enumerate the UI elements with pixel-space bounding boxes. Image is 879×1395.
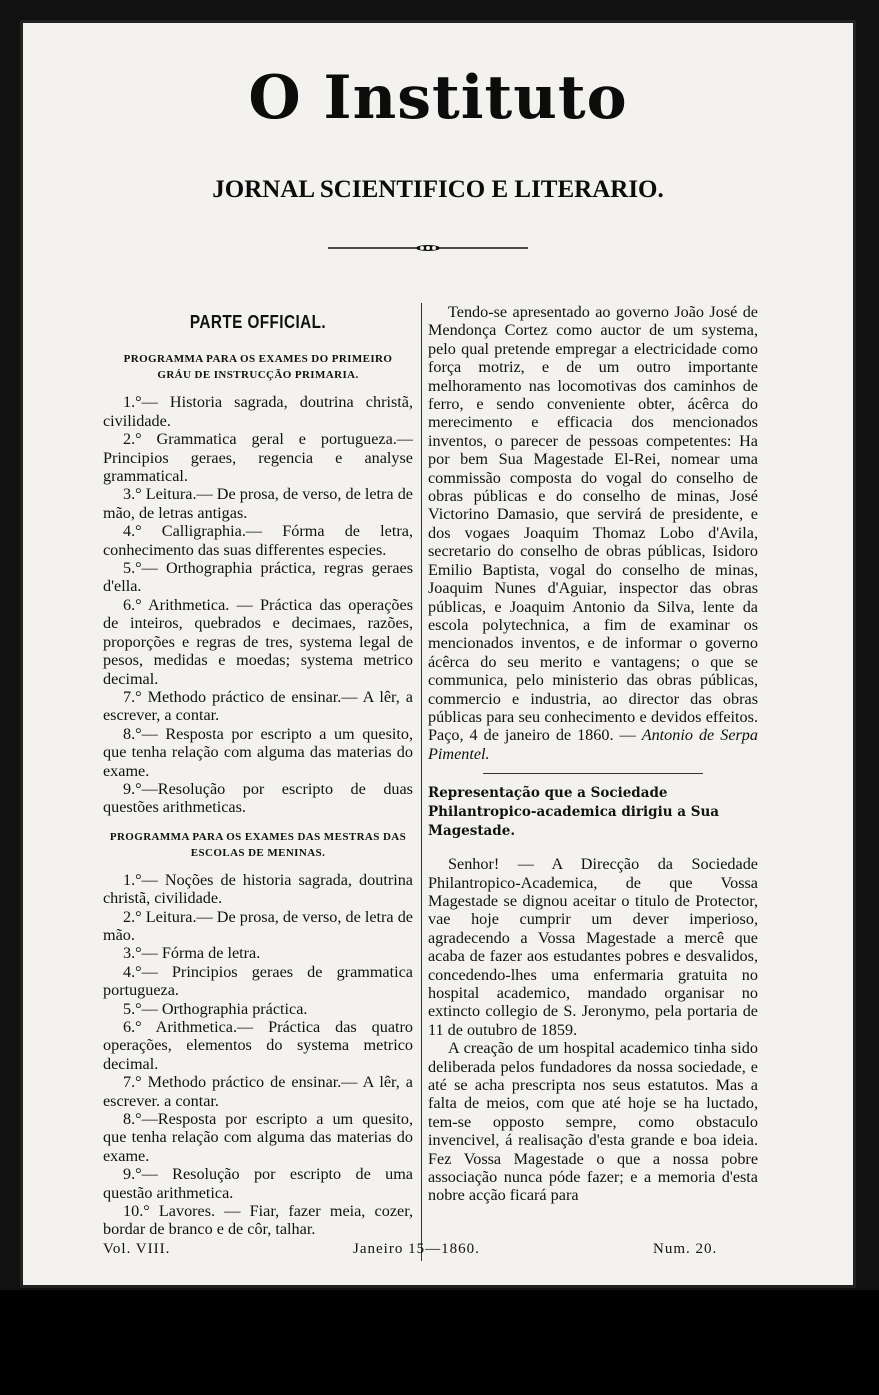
article-paragraph: A creação de um hospital academico tinha sido deliberada pelos fundadores da nossa sociedade, e até se acha prescripta nos seus estatutos. Mas a falta de meios, com que até hoje se ha luctado, tem-se opposto sempre, como obstaculo invencivel, á realisação d'esta grande e boa ideia. Fez Vossa Magestade o que a nossa pobre associação nunca póde fazer; e a memoria d'esta nobre acção ficará para: [428, 1039, 758, 1205]
signature: Antonio de Serpa Pimentel.: [428, 726, 758, 763]
issue-number: Num. 20.: [653, 1241, 718, 1257]
journal-subtitle: JORNAL SCIENTIFICO E LITERARIO.: [212, 176, 664, 203]
list-item: 6.° Arithmetica.— Práctica das quatro operações, elementos do systema metrico decimal.: [103, 1018, 413, 1073]
column-rule: [421, 303, 422, 1261]
divider: [483, 773, 703, 774]
programme-title: PROGRAMMA PARA OS EXAMES DAS MESTRAS DAS ESCOLAS DE MENINAS.: [109, 830, 407, 859]
list-item: 10.° Lavores. — Fiar, fazer meia, cozer, bordar de branco e de côr, talhar.: [103, 1202, 413, 1239]
list-item: 8.°—Resposta por escripto a um quesito, que tenha relação com alguma das materias do exame.: [103, 1110, 413, 1165]
list-item: 4.° Calligraphia.— Fórma de letra, conhecimento das suas differentes especies.: [103, 522, 413, 559]
list-item: 3.°— Fórma de letra.: [123, 944, 261, 963]
article-paragraph: Senhor! — A Direcção da Sociedade Philantropico-Academica, de que Vossa Magestade se dignou aceitar o titulo de Protector, vae hoje cumprir um dever imperioso, agradecendo a Vossa Magestade a mercê que acaba de fazer aos estudantes pobres e desvalidos, concedendo-lhes uma enfermaria gratuita no hospital academico, mandado organisar no extincto collegio de S. Jeronymo, pela portaria de 11 de outubro de 1859.: [428, 855, 758, 1039]
programme-title: PROGRAMMA PARA OS EXAMES DO PRIMEIRO GRÁU DE INSTRUCÇÃO PRIMARIA.: [123, 353, 393, 382]
list-item: 9.°—Resolução por escripto de duas questões arithmeticas.: [103, 779, 413, 817]
volume-label: Vol. VIII.: [103, 1241, 171, 1257]
list-item: 6.° Arithmetica. — Práctica das operações de inteiros, quebrados e decimaes, razões, proporções e regras de tres, systema legal de pesos, medidas e moedas; systema metrico decimal.: [103, 595, 413, 688]
section-title: PARTE OFFICIAL.: [189, 312, 327, 332]
list-item: 5.°— Orthographia práctica, regras geraes d'ella.: [103, 559, 413, 596]
scan-margin: [0, 1290, 879, 1395]
ornament-divider: [328, 244, 528, 252]
list-item: 2.° Grammatica geral e portugueza.— Principios geraes, regencia e analyse grammatical.: [103, 430, 413, 486]
list-item: 1.°— Historia sagrada, doutrina christã, civilidade.: [103, 393, 413, 430]
newspaper-page: [20, 20, 856, 1288]
masthead-title: O Instituto: [248, 63, 628, 133]
list-item: 3.° Leitura.— De prosa, de verso, de letra de mão, de letras antigas.: [103, 485, 413, 522]
left-column: [103, 303, 413, 1239]
decree-paragraph: Tendo-se apresentado ao governo João José de Mendonça Cortez como auctor de um systema, pelo qual pretende empregar a electricidade como força motriz, e de um outro importante melhoramento nas locomotivas dos caminhos de ferro, e sendo conveniente obter, ácêrca do merecimento e efficacia dos mencionados inventos, o parecer de pessoas competentes: Ha por bem Sua Magestade El-Rei, nomear uma commissão composta do vogal do conselho de obras públicas e do conselho de minas, José Victorino Damasio, que servirá de presidente, e dos vogaes Joaquim Thomaz Lobo d'Avila, secretario do conselho de obras públicas, Isidoro Emilio Baptista, vogal do conselho de minas, Joaquim Nunes d'Aguiar, inspector das obras públicas, e Joaquim Antonio da Silva, lente da escola polytechnica, a fim de examinar os mencionados inventos, e de informar o governo ácêrca do seu merito e vantagens; o que se communica, pelo ministerio das obras públicas, commercio e industria, ao director das obras públicas para seu conhecimento e devidos effeitos. Paço, 4 de janeiro de 1860. — Antonio de Serpa Pimentel.: [428, 303, 758, 763]
list-item: 9.°— Resolução por escripto de uma questão arithmetica.: [103, 1165, 413, 1202]
decree-text: Tendo-se apresentado ao governo João José de Mendonça Cortez como auctor de um systema, pelo qual pretende empregar a electricidade como força motriz, e de um outro importante melhoramento nas locomotivas dos caminhos de ferro, e sendo conveniente obter, ácêrca do merecimento e efficacia dos mencionados inventos, o parecer de pessoas competentes: Ha por bem Sua Magestade El-Rei, nomear uma commissão composta do vogal do conselho de obras públicas e do conselho de minas, José Victorino Damasio, que servirá de presidente, e dos vogaes Joaquim Thomaz Lobo d'Avila, secretario do conselho de obras públicas, Isidoro Emilio Baptista, vogal do conselho de minas, Joaquim Nunes d'Aguiar, inspector das obras públicas, e Joaquim Antonio da Silva, lente da escola polytechnica, a fim de examinar os mencionados inventos, e de informar o governo ácêrca do seu merito e vantagens; o que se communica, pelo ministerio das obras públicas, commercio e industria, ao director das obras públicas para seu conhecimento e devidos effeitos. Paço, 4 de janeiro de 1860.: [428, 303, 758, 745]
list-item: 5.°— Orthographia práctica.: [123, 999, 308, 1018]
issue-date: Janeiro 15—1860.: [353, 1241, 480, 1257]
list-item: 4.°— Principios geraes de grammatica portugueza.: [103, 962, 413, 1000]
list-item: 7.° Methodo práctico de ensinar.— A lêr, a escrever. a contar.: [103, 1073, 413, 1110]
list-item: 7.° Methodo práctico de ensinar.— A lêr, a escrever, a contar.: [103, 687, 413, 725]
list-item: 8.°— Resposta por escripto a um quesito, que tenha relação com alguma das materias do exame.: [103, 724, 413, 780]
list-item: 2.° Leitura.— De prosa, de verso, de letra de mão.: [103, 907, 413, 944]
article-heading: Representação que a Sociedade Philantropico-academica dirigiu a Sua Magestade.: [428, 785, 720, 840]
right-column: [428, 303, 758, 1205]
list-item: 1.°— Noções de historia sagrada, doutrina christã, civilidade.: [103, 870, 413, 908]
